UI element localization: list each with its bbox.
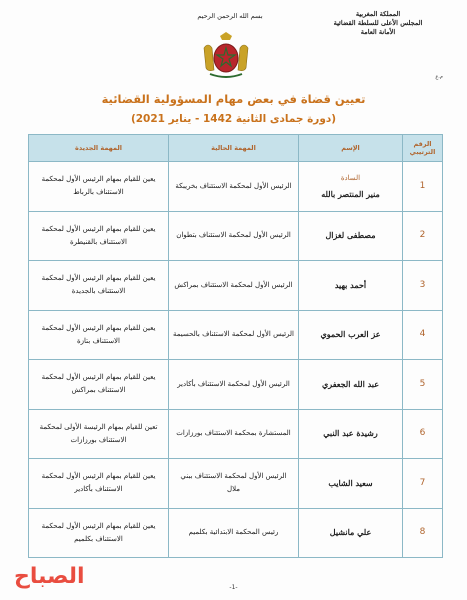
basmala: بسم الله الرحمن الرحيم (197, 12, 263, 20)
row-current-role: الرئيس الأول لمحكمة الاستئناف بتطوان (169, 211, 299, 261)
watermark-logo: الصباح (14, 564, 85, 589)
row-current-role: الرئيس الأول لمحكمة الاستئناف بخريبكة (169, 162, 299, 212)
row-new-role: يعين للقيام بمهام الرئيس الأول لمحكمة الاستئناف بمراكش (29, 360, 169, 410)
row-new-role: يعين للقيام بمهام الرئيس الأول لمحكمة الاستئناف بالرباط (29, 162, 169, 212)
header-current-role: المهمة الحالية (169, 135, 299, 162)
row-current-role: المستشارة بمحكمة الاستئناف بورزازات (169, 409, 299, 459)
document-subtitle: (دورة جمادى الثانية 1442 - يناير 2021) (130, 113, 337, 125)
row-number: 7 (403, 459, 443, 509)
header-number: الرقم الترتيبي (403, 135, 443, 162)
kingdom-line: المجلس الأعلى للسلطة القضائية (333, 19, 423, 27)
table-header-row (29, 135, 443, 162)
row-number: 2 (403, 211, 443, 261)
appointments-table (28, 134, 443, 558)
row-new-role: يعين للقيام بمهام الرئيس الأول لمحكمة الاستئناف بالجديدة (29, 261, 169, 311)
kingdom-header (303, 10, 453, 37)
row-new-role: يعين للقيام بمهام الرئيس الأول لمحكمة الاستئناف بأكادير (29, 459, 169, 509)
table-row (29, 409, 443, 459)
table-row (29, 508, 443, 558)
table-row (29, 459, 443, 509)
honorific: السادة (340, 173, 361, 182)
header-name: الإسم (299, 135, 403, 162)
row-name: أحمد بهيد (299, 261, 403, 311)
table-row (29, 360, 443, 410)
row-name: عبد الله الجعفري (299, 360, 403, 410)
row-name: مصطفى لغزال (299, 211, 403, 261)
row-name: علي مانشيل (299, 508, 403, 558)
document-title: تعيين قضاة في بعض مهام المسؤولية القضائية (101, 92, 366, 106)
row-name: رشيدة عبد النبي (299, 409, 403, 459)
row-name: سعيد الشايب (299, 459, 403, 509)
row-number: 5 (403, 360, 443, 410)
table-row (29, 162, 443, 212)
table-row (29, 211, 443, 261)
royal-emblem-icon (200, 32, 252, 80)
kingdom-line: المملكة المغربية (355, 10, 401, 18)
page-number: -1- (229, 584, 238, 591)
row-current-role: الرئيس الأول لمحكمة الاستئناف بمراكش (169, 261, 299, 311)
row-name-cell (299, 162, 403, 212)
header-new-role: المهمة الجديدة (29, 135, 169, 162)
row-current-role: الرئيس الأول لمحكمة الاستئناف بالحسيمة (169, 310, 299, 360)
row-current-role: الرئيس الأول لمحكمة الاستئناف بأكادير (169, 360, 299, 410)
row-new-role: تعين للقيام بمهام الرئيسة الأولى لمحكمة الاستئناف بورزازات (29, 409, 169, 459)
kingdom-line: الأمانة العامة (360, 28, 396, 36)
table-row (29, 310, 443, 360)
row-current-role: الرئيس الأول لمحكمة الاستئناف ببني ملال (169, 459, 299, 509)
row-name: منير المنتصر بالله (321, 188, 380, 199)
row-current-role: رئيس المحكمة الابتدائية بكلميم (169, 508, 299, 558)
row-new-role: يعين للقيام بمهام الرئيس الأول لمحكمة الاستئناف بالقنيطرة (29, 211, 169, 261)
row-number: 3 (403, 261, 443, 311)
row-new-role: يعين للقيام بمهام الرئيس الأول لمحكمة الاستئناف بكلميم (29, 508, 169, 558)
row-number: 4 (403, 310, 443, 360)
row-number: 8 (403, 508, 443, 558)
row-new-role: يعين للقيام بمهام الرئيس الأول لمحكمة الاستئناف بتازة (29, 310, 169, 360)
reference-mark: م.ع (435, 74, 443, 80)
row-number: 6 (403, 409, 443, 459)
row-name: عز العرب الحموي (299, 310, 403, 360)
table-row (29, 261, 443, 311)
row-number: 1 (403, 162, 443, 212)
